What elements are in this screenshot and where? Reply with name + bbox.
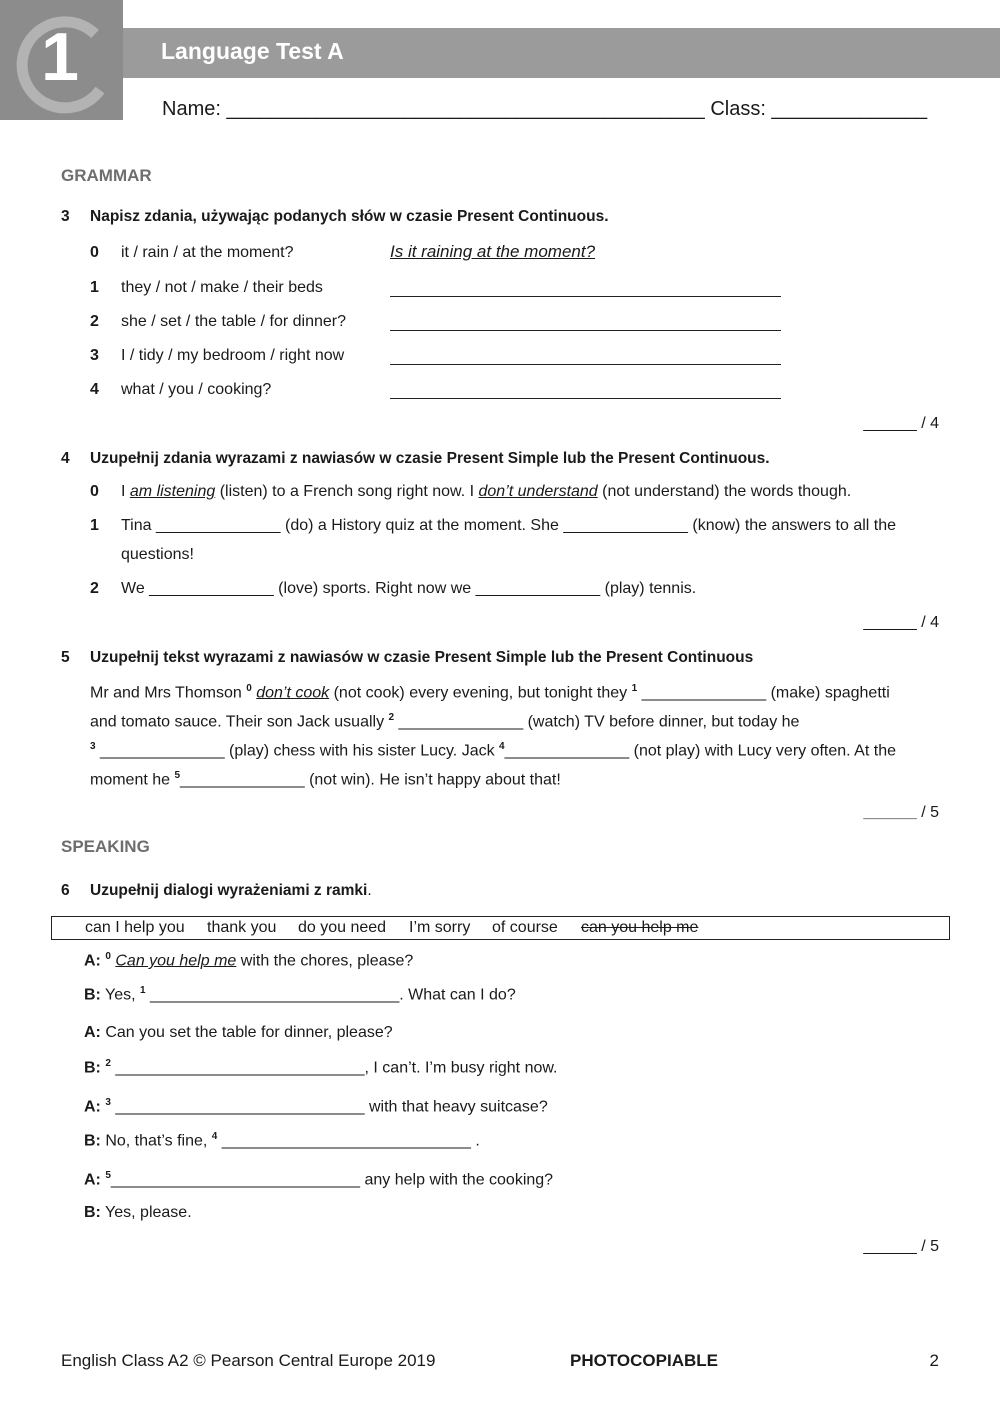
task5-text-line: Mr and Mrs Thomson $^0$ don’t cook (not cook) every evening, but tonight they $^1$ ______________ (make) spaghetti bbox=[90, 683, 890, 702]
task4-number: 4 bbox=[61, 450, 70, 467]
example-answer: don’t cook bbox=[256, 684, 330, 702]
answer-line[interactable] bbox=[390, 330, 781, 331]
task5-instruction: Uzupełnij tekst wyrazami z nawiasów w czasie Present Simple lub the Present Continuous bbox=[90, 649, 754, 666]
task4-instruction: Uzupełnij zdania wyrazami z nawiasów w czasie Present Simple lub the Present Continuous. bbox=[90, 450, 770, 467]
task3-item-prompt: I / tidy / my bedroom / right now bbox=[121, 347, 345, 364]
grammar-heading: GRAMMAR bbox=[61, 166, 152, 185]
dialog-line: B: Yes, please. bbox=[84, 1204, 192, 1221]
name-field[interactable]: Name: ___________________________________________ bbox=[162, 98, 705, 120]
task4-item-text: Tina ______________ (do) a History quiz at the moment. She ______________ (know) the answers to all the bbox=[121, 517, 897, 534]
footer-photocopiable: PHOTOCOPIABLE bbox=[570, 1351, 718, 1370]
task3-item-prompt: it / rain / at the moment? bbox=[121, 244, 294, 261]
task3-instruction: Napisz zdania, używając podanych słów w czasie Present Continuous. bbox=[90, 208, 609, 225]
unit-number: 1 bbox=[41, 19, 79, 95]
task3-score: ______ / 4 bbox=[863, 415, 939, 432]
task4-item-number: 2 bbox=[90, 580, 99, 597]
task3-item-prompt: she / set / the table / for dinner? bbox=[121, 313, 347, 330]
dialog-line: A: $^0$ Can you help me with the chores, please? bbox=[84, 951, 414, 970]
answer-line[interactable] bbox=[390, 398, 781, 399]
phrase-item: do you need bbox=[298, 919, 387, 936]
dialog-line: B: Yes, $^1$ ____________________________. What can I do? bbox=[84, 985, 516, 1004]
task3-item-number: 4 bbox=[90, 381, 99, 398]
task4-item-number: 1 bbox=[90, 517, 99, 534]
phrase-item-used: can you help me bbox=[581, 919, 699, 936]
task5-score: ______ / 5 bbox=[863, 804, 939, 821]
dialog-line: B: No, that’s fine, $^4$ ____________________________ . bbox=[84, 1131, 480, 1150]
page-title: Language Test A bbox=[161, 38, 344, 64]
phrase-item: I’m sorry bbox=[409, 919, 471, 936]
phrase-item: thank you bbox=[207, 919, 277, 936]
task3-item-number: 1 bbox=[90, 279, 99, 296]
task6-instruction: Uzupełnij dialogi wyrażeniami z ramki. bbox=[90, 882, 372, 899]
dialog-line: A: $^5$____________________________ any help with the cooking? bbox=[84, 1170, 554, 1189]
task6-score: ______ / 5 bbox=[863, 1238, 939, 1255]
dialog-line: A: $^3$ ____________________________ with that heavy suitcase? bbox=[84, 1097, 548, 1116]
dialog-line: B: $^2$ ____________________________, I can’t. I’m busy right now. bbox=[84, 1058, 558, 1077]
title-bar bbox=[123, 28, 1000, 78]
phrase-item: of course bbox=[492, 919, 558, 936]
task4-item-text: questions! bbox=[121, 546, 194, 563]
task4-item-number: 0 bbox=[90, 483, 99, 500]
task5-text-line: moment he $^5$______________ (not win). He isn’t happy about that! bbox=[90, 770, 561, 789]
task3-item-number: 2 bbox=[90, 313, 99, 330]
name-class-line bbox=[162, 98, 927, 121]
unit-badge bbox=[0, 0, 123, 120]
task5-text-line: $^3$ ______________ (play) chess with his sister Lucy. Jack $^4$______________ (not play) with Lucy very often. At the bbox=[90, 741, 896, 760]
task4-score: ______ / 4 bbox=[863, 614, 939, 631]
task3-item-number: 3 bbox=[90, 347, 99, 364]
answer-line[interactable] bbox=[390, 364, 781, 365]
class-field[interactable]: Class: ______________ bbox=[710, 98, 928, 120]
example-answer: Can you help me bbox=[115, 952, 237, 970]
task3-item-prompt: what / you / cooking? bbox=[121, 381, 272, 398]
dialog-line: A: Can you set the table for dinner, please? bbox=[84, 1024, 393, 1041]
example-answer: don’t understand bbox=[478, 483, 598, 500]
task6-number: 6 bbox=[61, 882, 70, 899]
task5-text-line: and tomato sauce. Their son Jack usually $^2$ ______________ (watch) TV before dinner, but today he bbox=[90, 712, 800, 731]
answer-line[interactable] bbox=[390, 296, 781, 297]
task3-item-prompt: they / not / make / their beds bbox=[121, 279, 323, 296]
task4-item-text: We ______________ (love) sports. Right now we ______________ (play) tennis. bbox=[121, 580, 697, 597]
task5-number: 5 bbox=[61, 649, 70, 666]
phrase-box bbox=[51, 916, 950, 940]
task3-example-answer: Is it raining at the moment? bbox=[390, 242, 596, 261]
page-number: 2 bbox=[929, 1351, 939, 1370]
phrase-item: can I help you bbox=[85, 919, 185, 936]
example-answer: am listening bbox=[129, 483, 216, 500]
speaking-heading: SPEAKING bbox=[61, 837, 150, 856]
footer-copyright: English Class A2 © Pearson Central Europe 2019 bbox=[61, 1351, 436, 1370]
task3-item-number: 0 bbox=[90, 244, 99, 261]
task3-number: 3 bbox=[61, 208, 70, 225]
task4-example: I am listening (listen) to a French song right now. I don’t understand (not understand) the words though. bbox=[121, 483, 852, 500]
